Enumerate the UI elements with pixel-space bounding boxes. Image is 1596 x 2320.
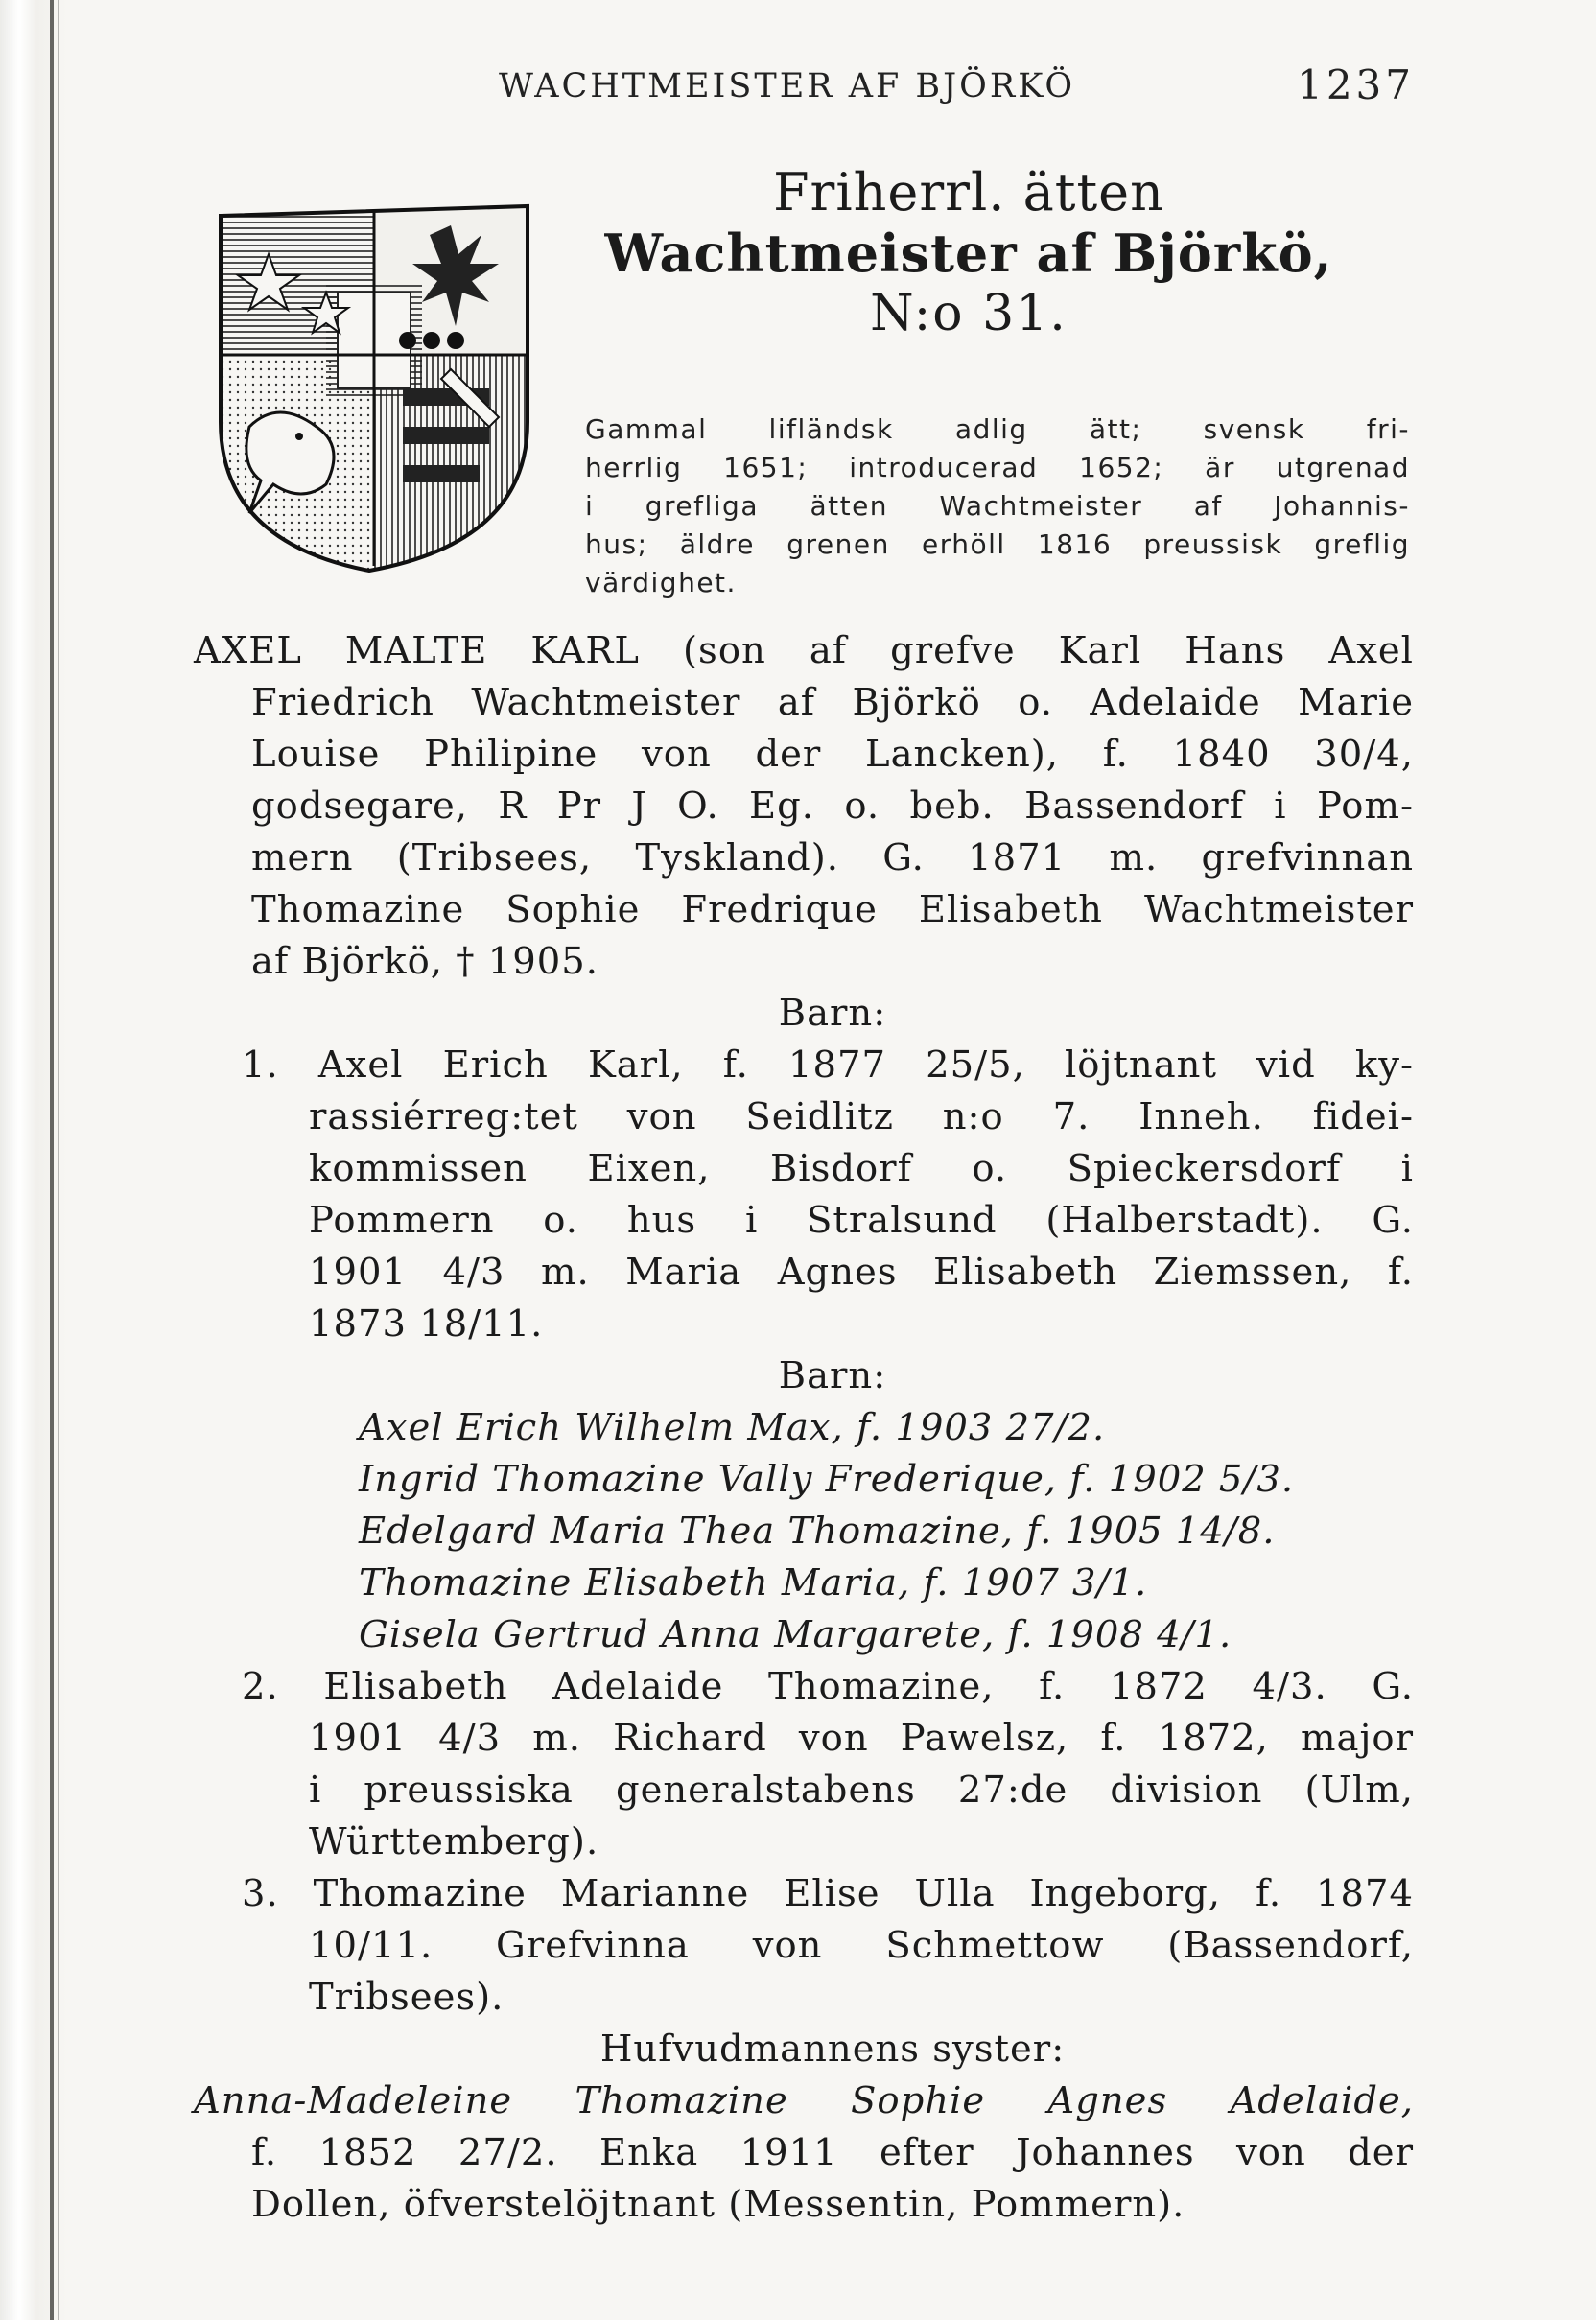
binding-shadow-line xyxy=(50,0,54,2320)
coat-of-arms-icon xyxy=(211,197,537,580)
grandchildren-heading: Barn: xyxy=(778,1354,887,1397)
child-3-line: 10/11. Grefvinna von Schmettow (Bassendorf, xyxy=(309,1924,1414,1967)
title-line-1: Friherrl. ätten xyxy=(773,162,1164,223)
child-2-line: 1901 4/3 m. Richard von Pawelsz, f. 1872, major xyxy=(309,1717,1414,1760)
child-1-line: rassiérreg:tet von Seidlitz n:o 7. Inneh. fidei- xyxy=(309,1095,1414,1138)
grandchild-line: Axel Erich Wilhelm Max, f. 1903 27/2. xyxy=(359,1406,1106,1449)
head-of-family-line: Thomazine Sophie Fredrique Elisabeth Wachtmeister xyxy=(251,888,1414,931)
intro-line: värdighet. xyxy=(585,567,737,598)
sister-line: f. 1852 27/2. Enka 1911 efter Johannes von der xyxy=(251,2131,1414,2174)
grandchild-line: Thomazine Elisabeth Maria, f. 1907 3/1. xyxy=(359,1561,1148,1605)
sister-heading: Hufvudmannens syster: xyxy=(599,2027,1066,2071)
child-3-line: Tribsees). xyxy=(309,1976,505,2019)
title-line-3: N:o 31. xyxy=(870,285,1068,342)
child-1-line: Pommern o. hus i Stralsund (Halberstadt). G. xyxy=(309,1199,1414,1242)
children-heading: Barn: xyxy=(778,992,887,1035)
title-block xyxy=(537,163,1400,343)
child-2-line: 2. Elisabeth Adelaide Thomazine, f. 1872 4/3. G. xyxy=(242,1665,1414,1708)
sister-line: Anna-Madeleine Thomazine Sophie Agnes Adelaide, xyxy=(194,2079,1414,2122)
running-head: WACHTMEISTER AF BJÖRKÖ xyxy=(499,67,1076,105)
grandchild-line: Ingrid Thomazine Vally Frederique, f. 1902 5/3. xyxy=(359,1458,1295,1501)
grandchild-line: Edelgard Maria Thea Thomazine, f. 1905 14/8. xyxy=(359,1510,1276,1553)
binding-shadow-line-secondary xyxy=(58,0,59,2320)
child-1-line: 1901 4/3 m. Maria Agnes Elisabeth Ziemssen, f. xyxy=(309,1251,1414,1294)
child-1-line: 1. Axel Erich Karl, f. 1877 25/5, löjtnant vid ky- xyxy=(242,1043,1414,1087)
child-2-line: i preussiska generalstabens 27:de division (Ulm, xyxy=(309,1769,1414,1812)
intro-line: Gammal lifländsk adlig ätt; svensk fri- xyxy=(585,413,1410,445)
sister-line: Dollen, öfverstelöjtnant (Messentin, Pommern). xyxy=(251,2183,1185,2226)
intro-line: herrlig 1651; introducerad 1652; är utgrenad xyxy=(585,452,1410,483)
grandchild-line: Gisela Gertrud Anna Margarete, f. 1908 4/1. xyxy=(359,1613,1232,1656)
head-of-family-line: af Björkö, † 1905. xyxy=(251,940,598,983)
title-line-2: Wachtmeister af Björkö, xyxy=(604,223,1333,284)
page-header xyxy=(499,61,1415,115)
main-text xyxy=(194,625,1414,2231)
child-1-line: kommissen Eixen, Bisdorf o. Spieckersdorf i xyxy=(309,1147,1414,1190)
intro-line: hus; äldre grenen erhöll 1816 preussisk greflig xyxy=(585,528,1410,560)
child-2-line: Württemberg). xyxy=(309,1820,599,1863)
head-of-family-line: godsegare, R Pr J O. Eg. o. beb. Bassendorf i Pom- xyxy=(251,785,1414,828)
head-of-family-line: mern (Tribsees, Tyskland). G. 1871 m. grefvinnan xyxy=(251,836,1414,879)
family-introduction xyxy=(585,410,1410,602)
child-3-line: 3. Thomazine Marianne Elise Ulla Ingeborg, f. 1874 xyxy=(242,1872,1414,1915)
head-of-family-line: Louise Philipine von der Lancken), f. 1840 30/4, xyxy=(251,733,1414,776)
intro-line: i grefliga ätten Wachtmeister af Johannis- xyxy=(585,490,1410,522)
child-1-line: 1873 18/11. xyxy=(309,1302,544,1346)
page-number: 1237 xyxy=(1297,61,1415,108)
head-of-family-line: AXEL MALTE KARL (son af grefve Karl Hans Axel xyxy=(194,629,1414,672)
head-of-family-line: Friedrich Wachtmeister af Björkö o. Adelaide Marie xyxy=(251,681,1414,724)
